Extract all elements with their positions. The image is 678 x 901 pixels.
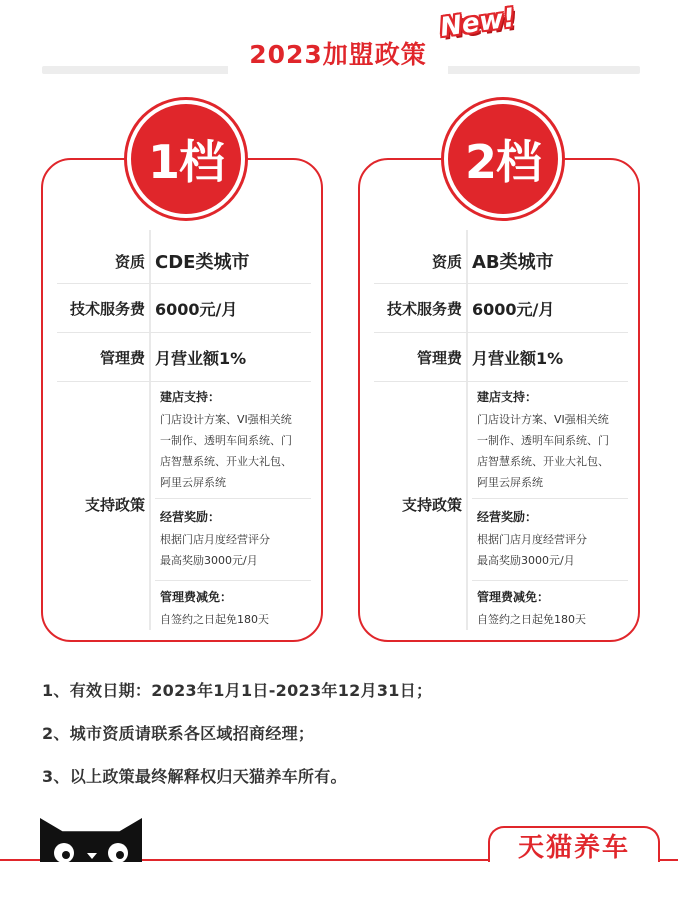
- tier-card-1: [41, 158, 323, 642]
- brand-logo: [488, 826, 660, 862]
- support-text: 门店设计方案、VI强相关统: [477, 413, 609, 426]
- support-label: 支持政策: [401, 495, 462, 514]
- note-item: 2、城市资质请联系各区域招商经理；: [42, 724, 315, 743]
- row-value: CDE类城市: [155, 252, 250, 273]
- support-text: 最高奖励3000元/月: [477, 554, 575, 567]
- table-row: [360, 238, 638, 284]
- note-item: 1、有效日期：2023年1月1日-2023年12月31日；: [42, 681, 433, 700]
- support-section-build: [160, 388, 310, 493]
- support-text: 阿里云屏系统: [160, 476, 226, 489]
- support-heading: 管理费减免：: [477, 590, 550, 604]
- support-text: 最高奖励3000元/月: [160, 554, 258, 567]
- support-text: 一制作、透明车间系统、门: [160, 434, 292, 447]
- support-section-fee-waiver: [477, 588, 627, 630]
- support-heading: 建店支持：: [477, 390, 538, 404]
- support-text: 店智慧系统、开业大礼包、: [160, 455, 292, 468]
- support-text: 自签约之日起免180天: [477, 613, 586, 626]
- header-title-box: [228, 32, 448, 74]
- support-heading: 经营奖励：: [160, 510, 221, 524]
- cat-pupil-icon: [62, 851, 70, 859]
- notes-list: [42, 678, 432, 807]
- row-label: 资质: [431, 252, 462, 271]
- section-divider: [472, 498, 628, 499]
- section-divider: [472, 580, 628, 581]
- new-badge: New!: [438, 2, 518, 44]
- row-label: 管理费: [99, 348, 145, 367]
- row-value: 月营业额1%: [155, 348, 247, 368]
- section-divider: [155, 498, 311, 499]
- row-value: 6000元/月: [155, 299, 238, 319]
- note-item: 3、以上政策最终解释权归天猫养车所有。: [42, 767, 347, 786]
- support-section-build: [477, 388, 627, 493]
- support-heading: 建店支持：: [160, 390, 221, 404]
- page-title: 2023加盟政策: [249, 40, 427, 69]
- section-divider: [155, 580, 311, 581]
- row-value: AB类城市: [472, 252, 554, 273]
- cat-nose-icon: [87, 853, 97, 859]
- cat-pupil-icon: [116, 851, 124, 859]
- table-row: [43, 238, 321, 284]
- tier-card-2: [358, 158, 640, 642]
- support-text: 根据门店月度经营评分: [160, 533, 270, 546]
- support-label: 支持政策: [84, 495, 145, 514]
- row-label: 技术服务费: [386, 299, 462, 318]
- support-text: 门店设计方案、VI强相关统: [160, 413, 292, 426]
- support-heading: 管理费减免：: [160, 590, 233, 604]
- row-label: 管理费: [416, 348, 462, 367]
- table-row: [360, 284, 638, 332]
- support-section-fee-waiver: [160, 588, 310, 630]
- support-text: 店智慧系统、开业大礼包、: [477, 455, 609, 468]
- tier-badge-1: 1档: [127, 100, 245, 218]
- row-label: 资质: [114, 252, 145, 271]
- row-label: 技术服务费: [69, 299, 145, 318]
- support-text: 阿里云屏系统: [477, 476, 543, 489]
- table-row: [43, 333, 321, 381]
- tier-badge-2: 2档: [444, 100, 562, 218]
- support-text: 自签约之日起免180天: [160, 613, 269, 626]
- support-heading: 经营奖励：: [477, 510, 538, 524]
- brand-name: 天猫养车: [517, 832, 630, 863]
- row-value: 月营业额1%: [472, 348, 564, 368]
- support-text: 一制作、透明车间系统、门: [477, 434, 609, 447]
- table-row: [360, 333, 638, 381]
- row-value: 6000元/月: [472, 299, 555, 319]
- support-text: 根据门店月度经营评分: [477, 533, 587, 546]
- support-section-reward: [160, 508, 310, 571]
- table-row: [43, 284, 321, 332]
- support-section-reward: [477, 508, 627, 571]
